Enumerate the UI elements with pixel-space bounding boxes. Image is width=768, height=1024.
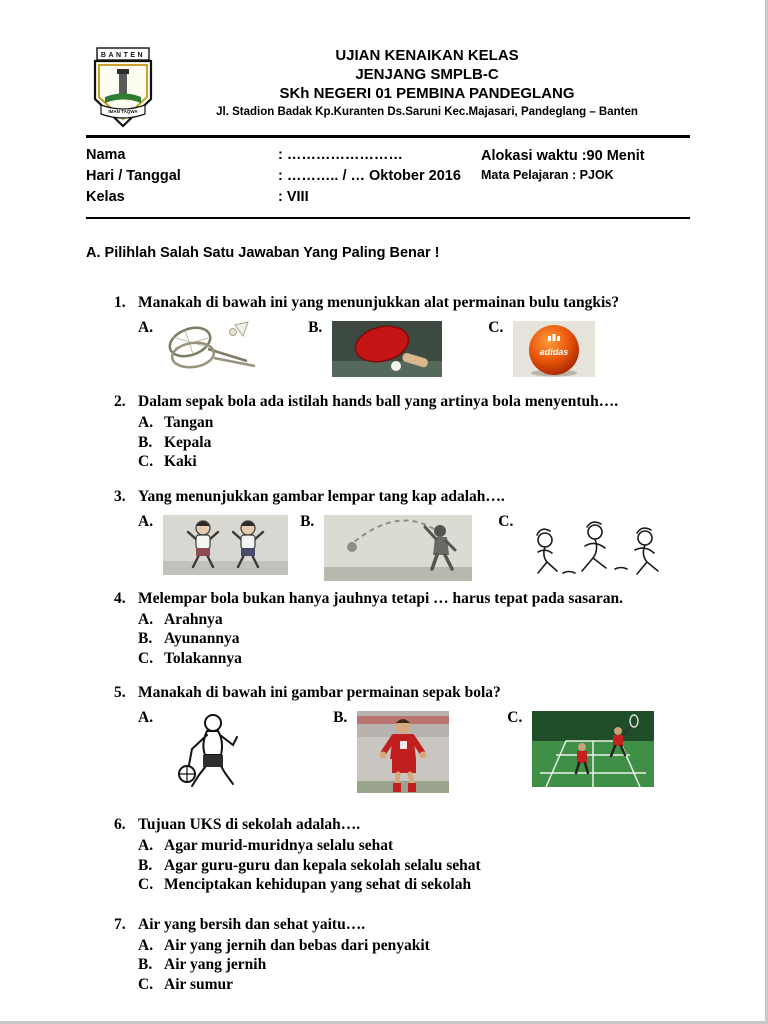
q6-option-a [138,836,690,856]
question-text: Air yang bersih dan sehat yaitu…. [138,915,366,933]
info-row-tanggal [86,166,481,187]
banten-emblem-icon [86,46,160,132]
option-text: Menciptakan kehidupan yang sehat di sekolah [164,876,472,893]
basketball-player-drawing-image [163,711,255,789]
two-children-jumping-image [163,515,288,575]
question-number: 5. [114,684,126,701]
q4-option-c [138,649,690,669]
q7-option-a [138,936,690,956]
info-rule [86,217,690,219]
info-row-nama [86,145,481,166]
option-letter: B. [138,856,153,874]
question-text: Tujuan UKS di sekolah adalah…. [138,816,361,833]
banten-school-logo [86,46,160,132]
option-letter: A. [138,837,154,854]
question-number: 7. [114,915,126,933]
option-letter: C. [138,975,154,993]
nama-label: Nama [86,147,126,163]
question-2-options [138,413,690,472]
alokasi-waktu: Alokasi waktu :90 Menit [481,148,645,164]
option-letter: B. [138,630,153,647]
q3-option-b [300,513,472,581]
question-2 [86,392,690,472]
question-number: 6. [114,816,126,833]
exam-title-line3: SKh NEGERI 01 PEMBINA PANDEGLANG [279,85,575,103]
person-throwing-ball-image [324,515,472,581]
option-letter: B. [300,512,315,530]
question-text: Manakah di bawah ini gambar permainan sepak bola? [138,684,501,701]
q5-option-a [138,709,255,789]
q4-option-a [138,610,690,630]
option-text: Agar guru-guru dan kepala sekolah selalu sehat [164,856,481,874]
school-address: Jl. Stadion Badak Kp.Kuranten Ds.Saruni Kec.Majasari, Pandeglang – Banten [216,105,638,118]
kelas-value: : VIII [278,189,309,205]
option-text: Agar murid-muridnya selalu sehat [164,837,394,854]
question-5-options [138,709,690,793]
table-tennis-paddle-image [332,321,442,377]
question-7-head [86,915,690,935]
question-text: Dalam sepak bola ada istilah hands ball yang artinya bola menyentuh…. [138,393,619,410]
question-number: 4. [114,589,126,607]
option-letter: A. [138,319,154,336]
option-letter: B. [138,956,153,973]
option-text: Ayunannya [164,630,240,647]
question-3-options [138,513,690,581]
kelas-label: Kelas [86,189,125,205]
question-text: Melempar bola bukan hanya jauhnya tetapi … harus tepat pada sasaran. [138,589,624,607]
option-text: Air sumur [164,975,234,993]
option-letter: B. [308,319,323,336]
exam-title-line2: JENJANG SMPLB-C [355,66,499,84]
question-1-head [86,293,690,313]
header-title-block [164,46,690,118]
question-6-options [138,836,690,895]
option-letter: A. [138,610,154,628]
question-number: 1. [114,294,126,311]
q5-option-b [333,709,449,793]
nama-value: : …………………… [278,147,403,163]
badminton-players-court-image [532,711,654,787]
q2-option-b [138,433,690,453]
q2-option-a [138,413,690,433]
cartoon-running-figures-sketch-image [523,515,675,581]
option-letter: B. [138,433,153,451]
ball-brand-text: adidas [540,347,569,357]
tanggal-value: : ……….. / … Oktober 2016 [278,168,461,184]
question-6-head [86,815,690,835]
badminton-rackets-shuttlecock-image [163,321,268,373]
info-left-column [86,145,481,208]
q7-option-b [138,955,690,975]
adidas-ball-image [513,321,595,377]
section-a-title: A. Pilihlah Salah Satu Jawaban Yang Paling Benar ! [86,245,440,261]
info-right-column [481,145,690,208]
question-list [86,293,690,994]
question-5 [86,683,690,793]
question-6 [86,815,690,895]
q7-option-c [138,975,690,995]
option-text: Kaki [164,453,197,470]
exam-info-block [86,138,690,217]
tanggal-label: Hari / Tanggal [86,168,181,184]
question-text: Manakah di bawah ini yang menunjukkan alat permainan bulu tangkis? [138,294,620,311]
question-2-head [86,392,690,412]
q6-option-b [138,856,690,876]
option-letter: C. [138,649,154,667]
option-letter: C. [498,512,514,530]
option-text: Tangan [164,414,214,431]
q4-option-b [138,629,690,649]
option-text: Kepala [164,433,212,451]
exam-title-line1: UJIAN KENAIKAN KELAS [335,47,519,64]
option-letter: C. [138,453,154,470]
question-number: 3. [114,487,126,505]
question-3 [86,487,690,581]
option-letter: A. [138,414,154,431]
question-4-head [86,589,690,609]
option-letter: A. [138,512,154,530]
question-4-options [138,610,690,669]
question-7 [86,915,690,995]
question-1 [86,293,690,377]
logo-banner-top-text: BANTEN [100,52,146,59]
option-text: Arahnya [164,610,223,628]
option-letter: C. [138,876,154,893]
q1-option-c [488,319,595,377]
option-letter: C. [507,709,523,726]
q1-option-a [138,319,268,373]
option-text: Air yang jernih [164,956,267,973]
logo-banner-bottom-text: IMAN TAQWA [108,109,138,114]
q3-option-a [138,513,288,575]
question-5-head [86,683,690,703]
question-1-options [138,319,690,377]
question-3-head [86,487,690,507]
option-letter: A. [138,709,154,726]
soccer-player-red-jersey-image [357,711,449,793]
exam-header [86,46,690,132]
question-4 [86,589,690,669]
q1-option-b [308,319,442,377]
question-number: 2. [114,393,126,410]
q2-option-c [138,452,690,472]
option-text: Tolakannya [164,649,242,667]
option-letter: C. [488,319,504,336]
question-7-options [138,936,690,995]
q3-option-c [498,513,675,581]
q5-option-c [507,709,654,787]
option-letter: B. [333,709,348,726]
option-text: Air yang jernih dan bebas dari penyakit [164,936,430,954]
question-text: Yang menunjukkan gambar lempar tang kap adalah…. [138,487,505,505]
q6-option-c [138,875,690,895]
mata-pelajaran: Mata Pelajaran : PJOK [481,168,614,182]
info-row-kelas [86,187,481,208]
option-letter: A. [138,936,154,954]
